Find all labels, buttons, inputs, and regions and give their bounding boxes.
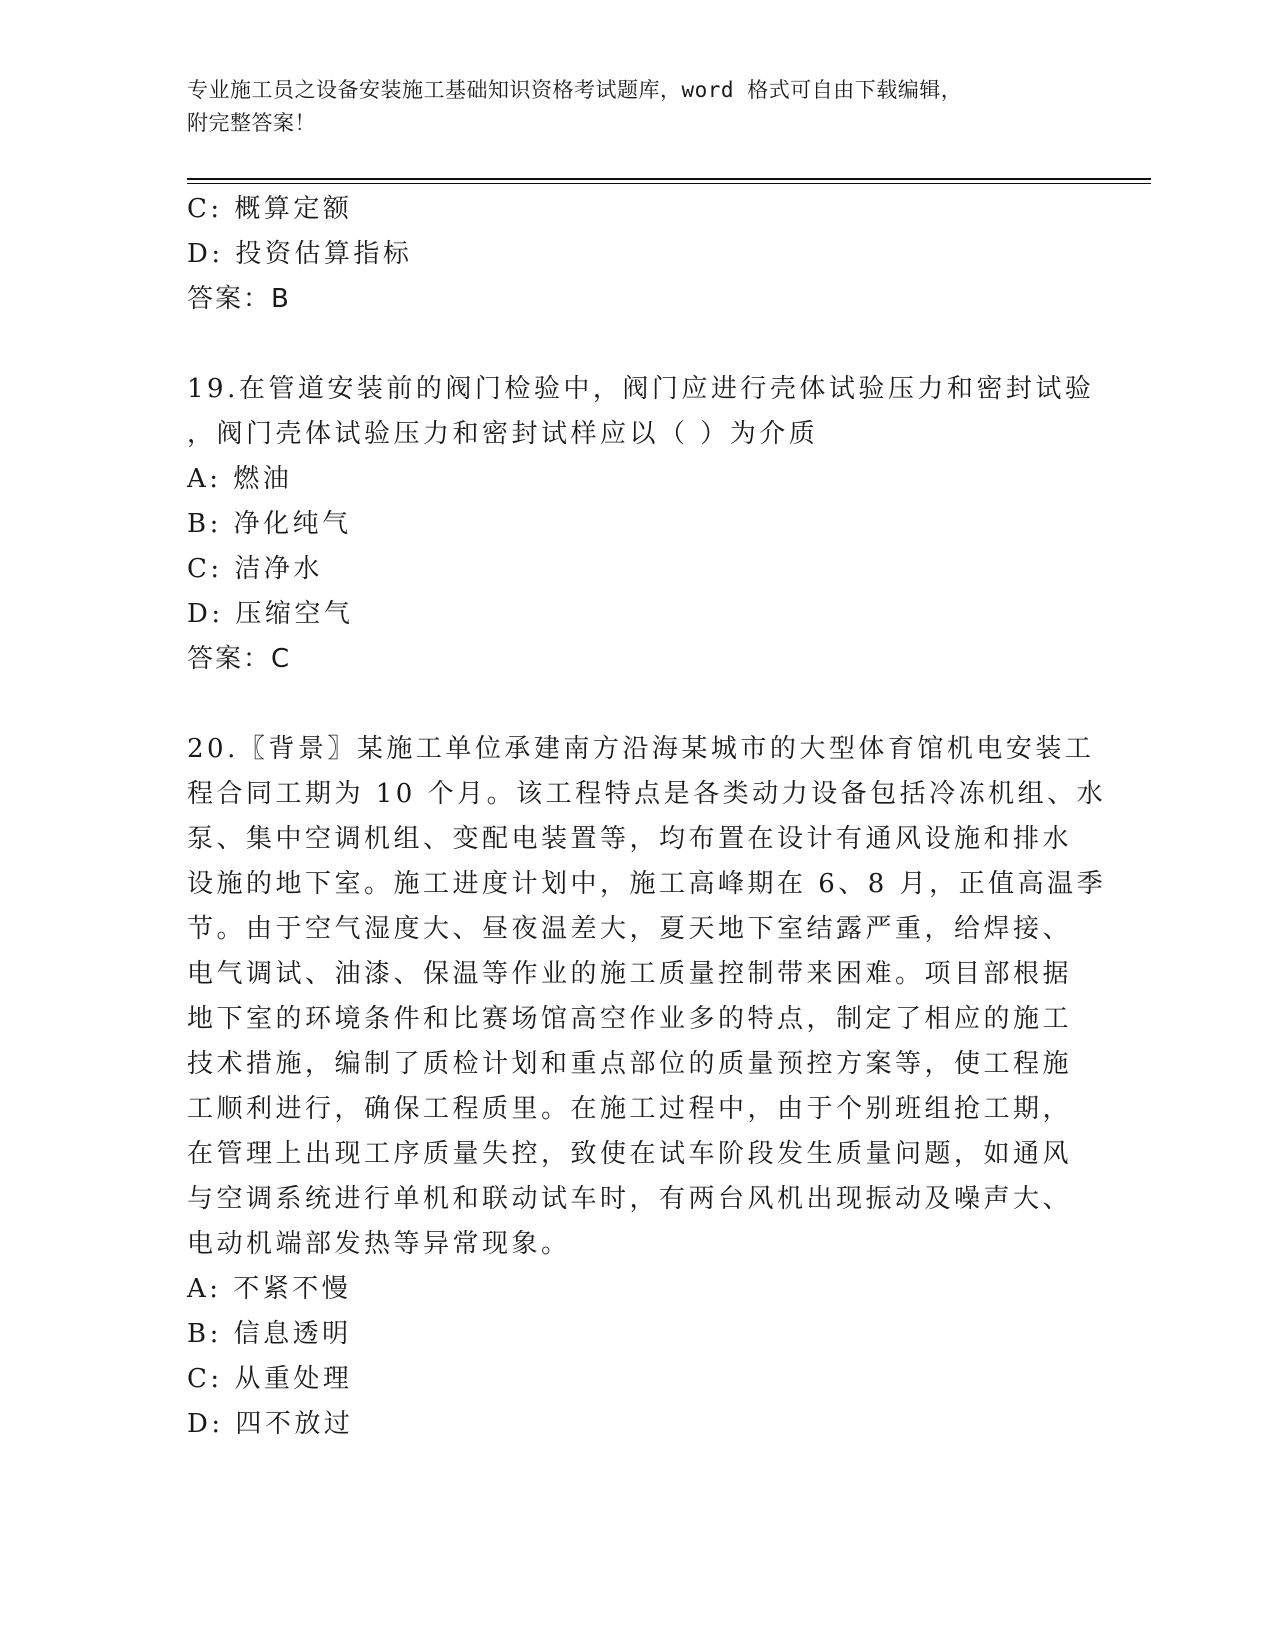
question-20-line-5: 节。由于空气湿度大、昼夜温差大，夏天地下室结露严重，给焊接、: [187, 914, 1073, 944]
question-20-line-9: 工顺利进行，确保工程质里。在施工过程中，由于个别班组抢工期，: [187, 1094, 1073, 1124]
question-19-option-b: B: 净化纯气: [187, 509, 352, 539]
question-20-line-4: 设施的地下室。施工进度计划中，施工高峰期在 6、8 月，正值高温季: [187, 869, 1107, 899]
question-19-answer: 答案：C: [187, 644, 292, 674]
option-d: D: 投资估算指标: [187, 239, 413, 269]
question-20-line-1: 20.〖背景〗某施工单位承建南方沿海某城市的大型体育馆机电安装工: [187, 734, 1095, 764]
question-20-line-11: 与空调系统进行单机和联动试车时，有两台风机出现振动及噪声大、: [187, 1184, 1073, 1214]
header-line-1: 专业施工员之设备安装施工基础知识资格考试题库，word 格式可自由下载编辑，: [187, 78, 963, 102]
question-20-option-c: C: 从重处理: [187, 1364, 353, 1394]
question-20-option-b: B: 信息透明: [187, 1319, 352, 1349]
question-19-line-1: 19.在管道安装前的阀门检验中，阀门应进行壳体试验压力和密封试验: [187, 374, 1095, 404]
question-20-line-3: 泵、集中空调机组、变配电装置等，均布置在设计有通风设施和排水: [187, 824, 1073, 854]
question-20-line-7: 地下室的环境条件和比赛场馆高空作业多的特点，制定了相应的施工: [187, 1004, 1073, 1034]
page-header: [187, 74, 1067, 140]
question-19-option-d: D: 压缩空气: [187, 599, 354, 629]
question-20-option-a: A: 不紧不慢: [187, 1274, 352, 1304]
question-19-line-2: ，阀门壳体试验压力和密封试样应以（ ）为介质: [187, 419, 819, 449]
question-20-line-10: 在管理上出现工序质量失控，致使在试车阶段发生质量问题，如通风: [187, 1139, 1073, 1169]
header-line-2: 附完整答案！: [187, 111, 316, 135]
question-20-line-8: 技术措施，编制了质检计划和重点部位的质量预控方案等，使工程施: [187, 1049, 1073, 1079]
question-20-line-12: 电动机端部发热等异常现象。: [187, 1229, 571, 1259]
question-20-line-6: 电气调试、油漆、保温等作业的施工质量控制带来困难。项目部根据: [187, 959, 1073, 989]
question-19-option-c: C: 洁净水: [187, 554, 323, 584]
header-rule-thin: [187, 183, 1151, 184]
question-20-option-d: D: 四不放过: [187, 1409, 354, 1439]
option-c: C: 概算定额: [187, 194, 353, 224]
question-19-option-a: A: 燃油: [187, 464, 293, 494]
question-20-line-2: 程合同工期为 10 个月。该工程特点是各类动力设备包括冷冻机组、水: [187, 779, 1107, 809]
answer-line: 答案：B: [187, 284, 291, 314]
header-rule-thick: [187, 178, 1151, 180]
